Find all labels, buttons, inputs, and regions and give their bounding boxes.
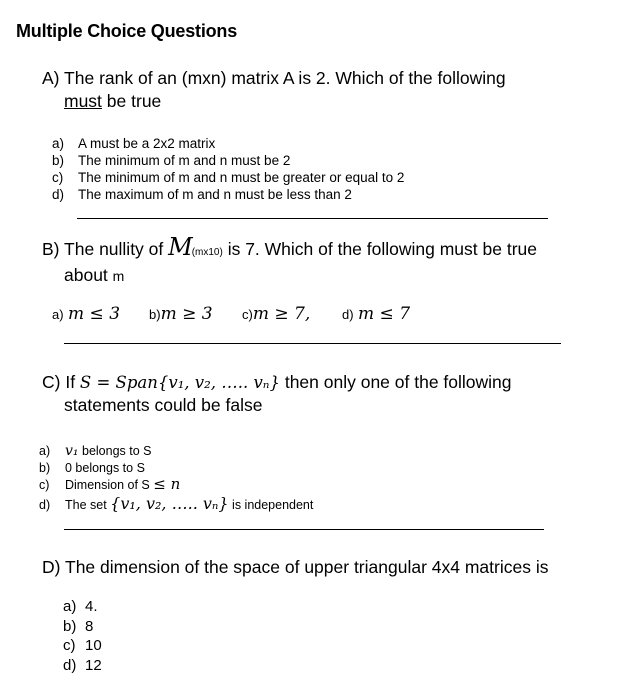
question-b-option-a[interactable] <box>52 304 120 324</box>
option-text: 8 <box>85 617 94 635</box>
question-c-option-b[interactable] <box>39 460 313 476</box>
option-math: ≤ n <box>153 475 181 493</box>
question-b-line2 <box>42 265 124 285</box>
option-text: The maximum of m and n must be less than 2 <box>78 187 352 202</box>
question-c-end: then only one of the following <box>279 372 512 392</box>
option-label: d) <box>63 656 77 674</box>
question-b-options <box>52 304 452 326</box>
matrix-symbol: M <box>168 233 192 261</box>
page-title: Multiple Choice Questions <box>16 21 238 41</box>
question-a-option-b[interactable] <box>52 152 404 169</box>
question-a-option-c[interactable] <box>52 169 404 186</box>
option-label: b) <box>52 153 65 168</box>
option-label: d) <box>39 498 51 512</box>
question-d-option-d[interactable] <box>63 656 102 676</box>
option-label: a) <box>63 598 77 615</box>
option-label: c) <box>39 478 50 492</box>
option-label: c) <box>242 307 253 322</box>
question-a-be-true: be true <box>101 91 162 111</box>
answer-line-a <box>77 218 548 219</box>
option-text: m ≤ 3 <box>68 304 121 324</box>
option-text: The set <box>65 498 111 512</box>
option-math: v₁ <box>65 443 79 459</box>
question-c-option-a[interactable] <box>39 443 313 460</box>
question-c-line2: statements could be false <box>64 395 263 415</box>
question-b-start: B) The nullity of <box>42 239 169 259</box>
question-b-prompt <box>42 233 537 288</box>
option-label: d) <box>342 307 354 322</box>
question-d-options <box>63 597 102 675</box>
question-d-option-c[interactable] <box>63 636 102 656</box>
option-label: a) <box>39 444 51 458</box>
question-c-prompt <box>42 371 512 417</box>
option-label: b) <box>39 461 51 475</box>
question-b-option-b[interactable] <box>149 304 213 324</box>
option-text: belongs to S <box>78 444 152 458</box>
question-a-line1: A) The rank of an (mxn) matrix A is 2. Which of the following <box>42 68 506 88</box>
option-text: m ≥ 3 <box>160 304 213 324</box>
question-b-about: about <box>64 265 113 285</box>
option-text-end: is independent <box>228 498 314 512</box>
option-text: The minimum of m and n must be greater or equal to 2 <box>78 170 405 185</box>
question-d-prompt: D) The dimension of the space of upper triangular 4x4 matrices is <box>42 557 549 577</box>
question-a-option-d[interactable] <box>52 186 404 203</box>
option-label: b) <box>63 617 77 635</box>
question-b-option-d[interactable] <box>342 304 410 324</box>
question-c-options <box>39 443 313 515</box>
question-b-end: is 7. Which of the following must be true <box>222 239 537 259</box>
option-label: c) <box>52 170 64 185</box>
option-label: d) <box>52 187 65 202</box>
option-label: a) <box>52 307 64 322</box>
option-text: A must be a 2x2 matrix <box>78 136 216 151</box>
option-math: {v₁, v₂, ….. vₙ} <box>110 494 229 513</box>
question-a-line2 <box>42 91 161 111</box>
option-text: Dimension of S <box>65 478 154 492</box>
question-c-option-d[interactable] <box>39 495 313 515</box>
question-a-option-a[interactable] <box>52 135 404 152</box>
question-a-must: must <box>64 91 102 111</box>
option-label: a) <box>52 136 65 151</box>
option-text: The minimum of m and n must be 2 <box>78 153 291 168</box>
option-label: c) <box>63 637 76 654</box>
question-a-options <box>52 135 404 203</box>
option-text: 12 <box>85 656 102 674</box>
question-b-option-c[interactable] <box>242 304 310 324</box>
option-text: 10 <box>85 637 102 654</box>
option-text: 0 belongs to S <box>65 461 145 475</box>
option-text: m ≤ 7 <box>358 304 411 324</box>
span-expression: S = Span{v₁, v₂, ….. vₙ} <box>79 373 280 392</box>
answer-line-c <box>64 529 544 530</box>
question-c-option-c[interactable] <box>39 476 313 495</box>
option-text: m ≥ 7, <box>252 304 311 324</box>
question-d-option-b[interactable] <box>63 617 102 637</box>
answer-line-b <box>64 343 561 344</box>
option-text: 4. <box>85 598 98 615</box>
option-label: b) <box>149 307 161 322</box>
matrix-dimension: (mx10) <box>191 247 223 258</box>
question-c-start: C) If <box>42 372 80 392</box>
question-d-option-a[interactable] <box>63 597 102 617</box>
question-b-var: m <box>112 268 125 284</box>
question-a-prompt <box>42 67 506 113</box>
